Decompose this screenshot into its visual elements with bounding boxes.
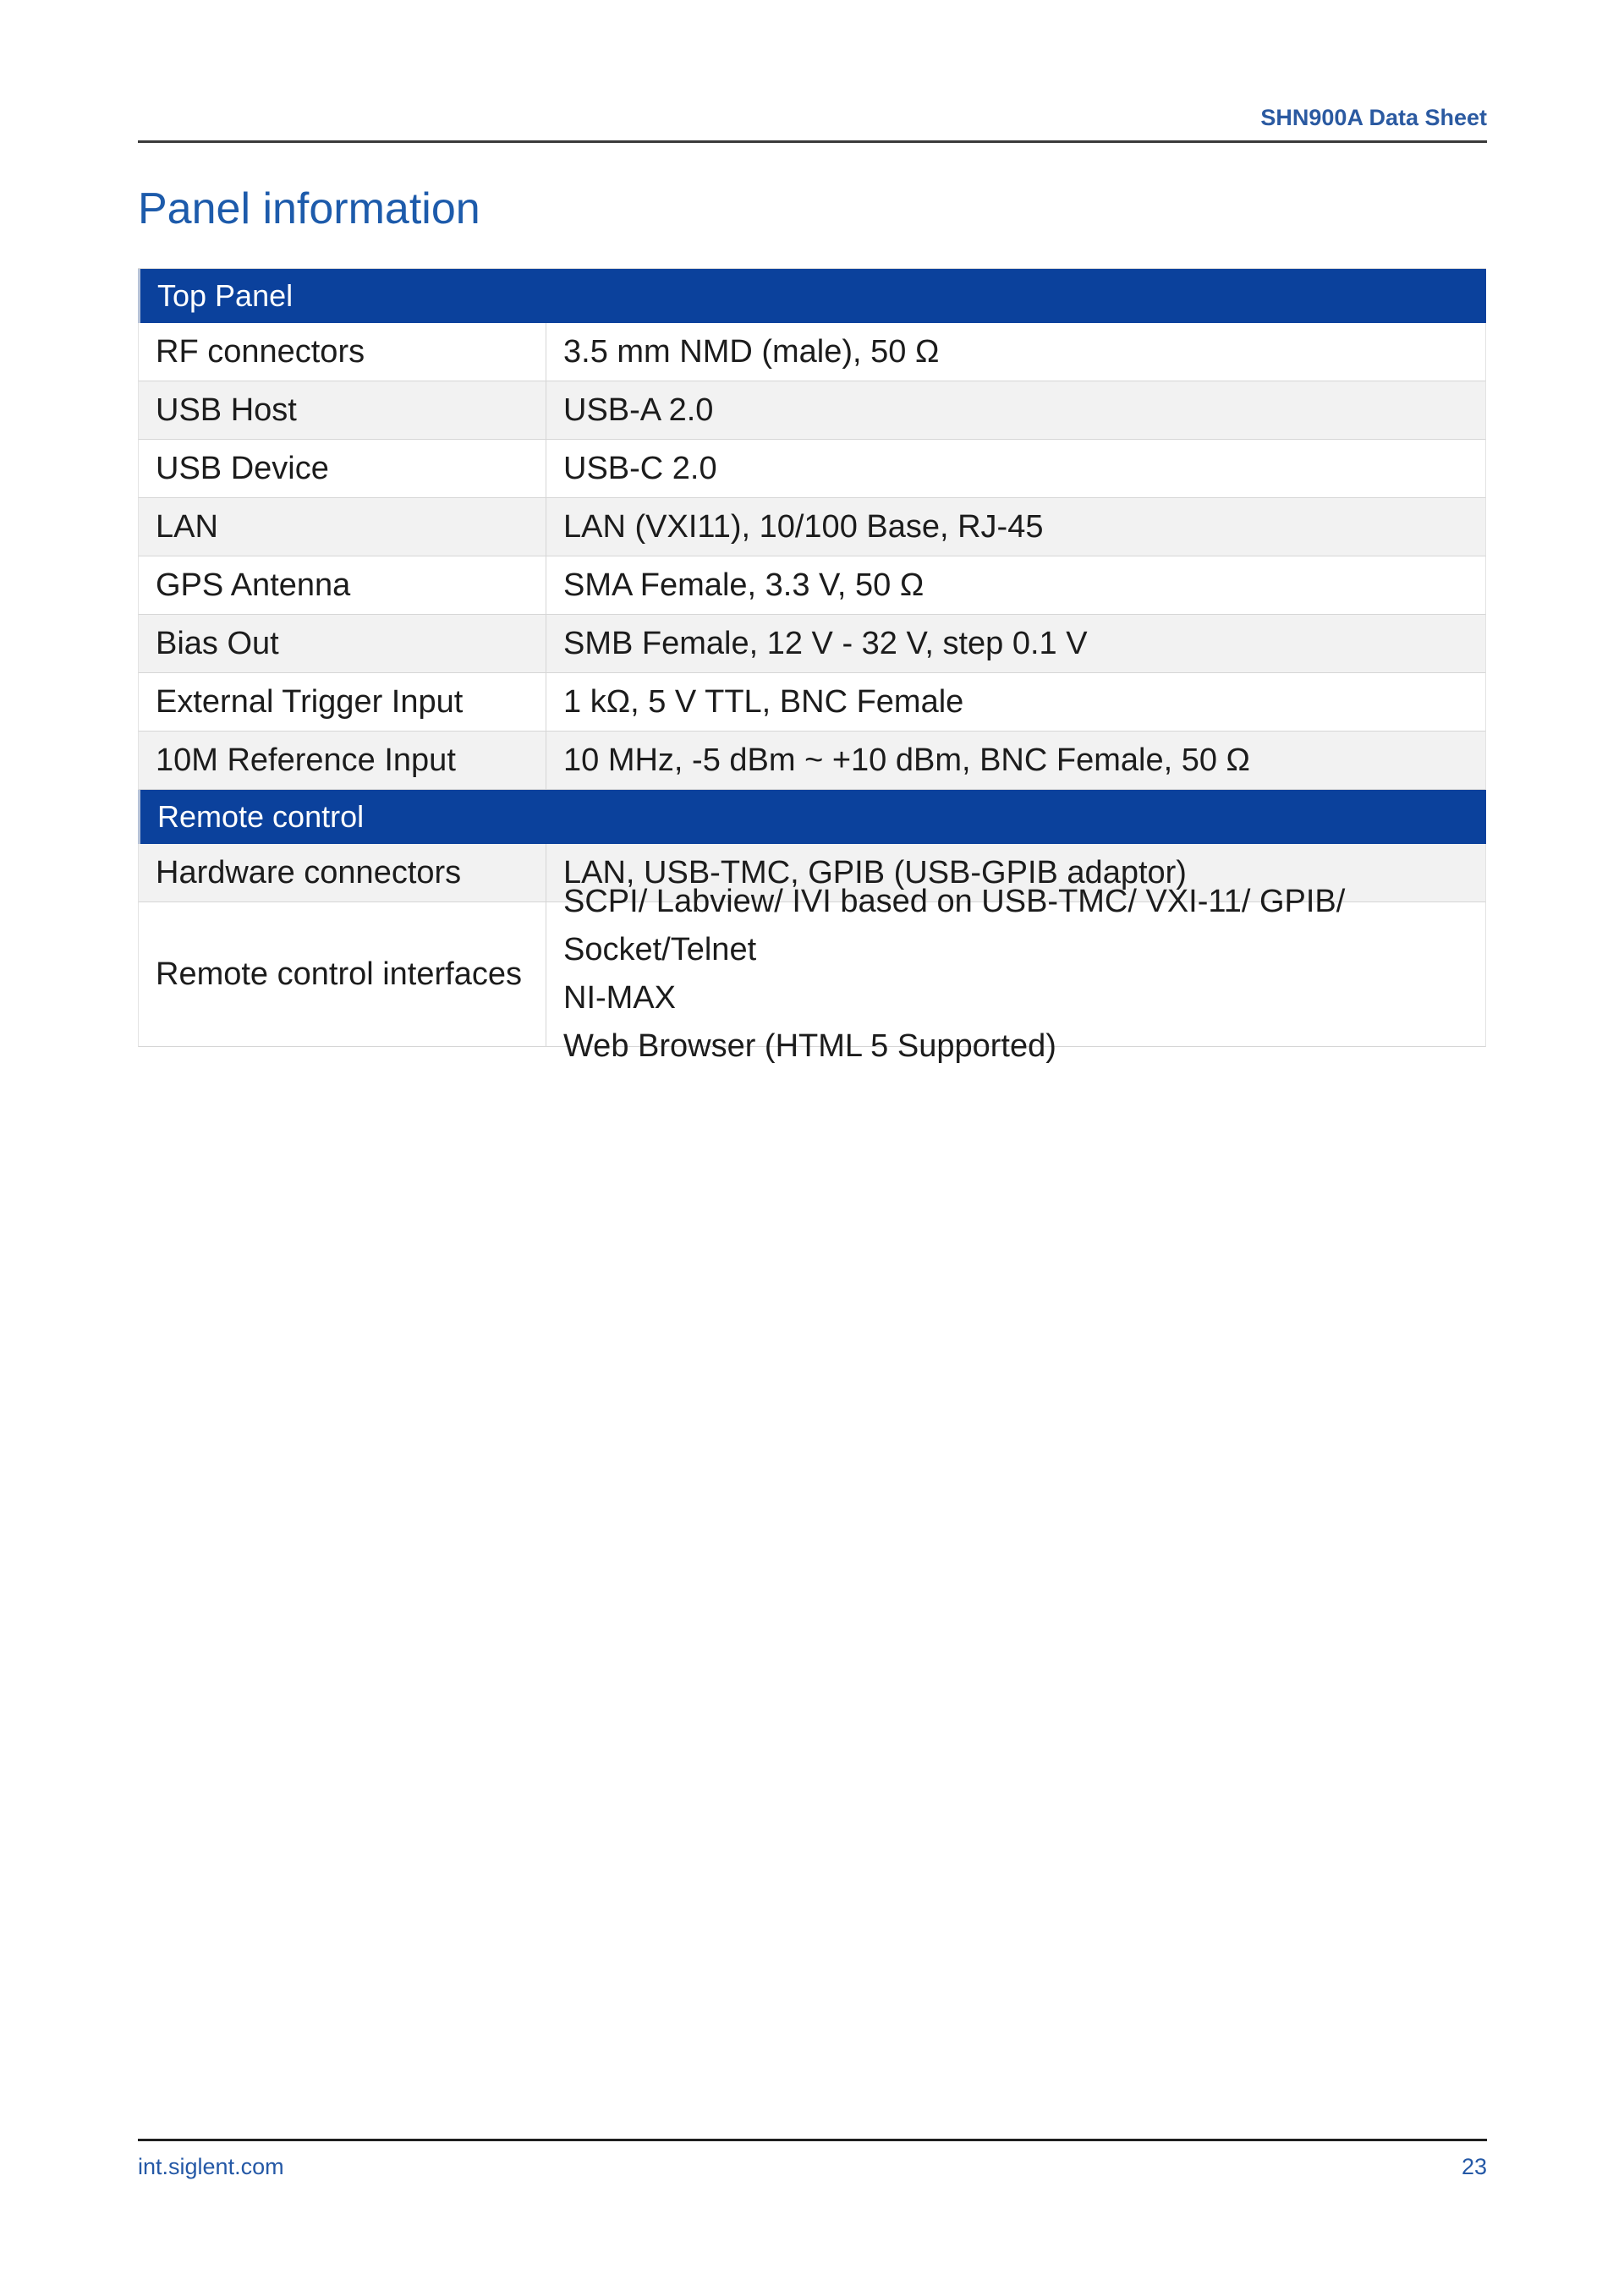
page-title: Panel information [138,184,480,233]
footer-website-link[interactable]: int.siglent.com [138,2154,284,2179]
row-label: Bias Out [139,615,546,672]
table-row [138,732,1486,790]
row-label: USB Device [139,440,546,497]
row-value: USB-A 2.0 [563,392,714,428]
document-title: SHN900A Data Sheet [1260,105,1487,130]
table-row [138,498,1486,556]
row-value: SMA Female, 3.3 V, 50 Ω [563,567,924,603]
table-row [138,323,1486,381]
row-value: LAN, USB-TMC, GPIB (USB-GPIB adaptor) [563,854,1187,890]
section-title: Remote control [157,799,365,834]
row-value: LAN (VXI11), 10/100 Base, RJ-45 [563,508,1044,545]
row-value: USB-C 2.0 [563,450,717,486]
table-row [138,673,1486,732]
row-value: 3.5 mm NMD (male), 50 Ω [563,333,940,370]
row-value: 10 MHz, -5 dBm ~ +10 dBm, BNC Female, 50 Ω [563,742,1250,778]
row-label: Hardware connectors [139,844,546,901]
table-row [138,615,1486,673]
document-footer [138,2139,1487,2180]
row-label: 10M Reference Input [139,732,546,789]
table-row [138,556,1486,615]
table-row [138,884,1486,1064]
panel-information-table [138,268,1486,1064]
row-label: USB Host [139,381,546,439]
row-value: 1 kΩ, 5 V TTL, BNC Female [563,683,964,720]
row-label: Remote control interfaces [139,902,546,1046]
row-label: External Trigger Input [139,673,546,731]
document-header [138,105,1487,143]
row-value: SMB Female, 12 V - 32 V, step 0.1 V [563,625,1088,661]
row-label: LAN [139,498,546,556]
row-label: RF connectors [139,323,546,381]
table-row [138,440,1486,498]
row-value: SCPI/ Labview/ IVI based on USB-TMC/ VXI-11/ GPIB/ Socket/Telnet NI-MAX Web Browser (HTML 5 Supported) [563,884,1346,1064]
table-row [138,381,1486,440]
section-header-remote-control [138,790,1486,844]
section-header-top-panel [138,269,1486,323]
page-number: 23 [1461,2154,1487,2179]
row-label: GPS Antenna [139,556,546,614]
section-title: Top Panel [157,278,294,313]
